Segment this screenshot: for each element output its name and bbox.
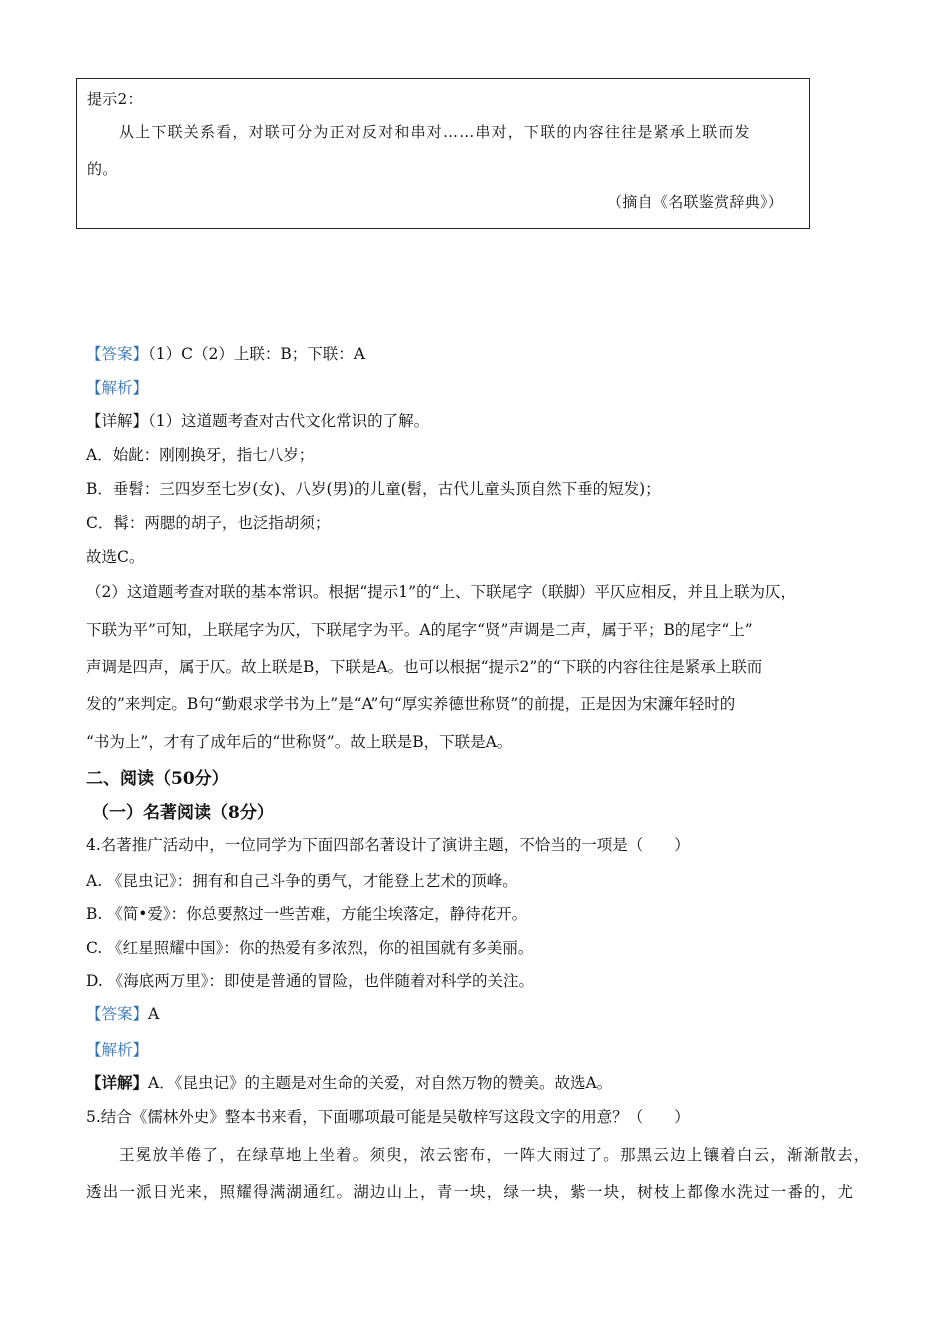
q3-p2-line-2: 下联为平”可知，上联尾字为仄，下联尾字为平。A的尾字“贤”声调是二声，属于平；B的尾字“上”: [86, 621, 753, 639]
q4-detail-line: [86, 1071, 612, 1093]
detail-label: 【详解】: [86, 412, 149, 430]
q3-p2-line-3: 声调是四声，属于仄。故上联是B，下联是A。也可以根据“提示2”的“下联的内容往往是紧承上联而: [86, 658, 763, 676]
q3-option-c: C．髯：两腮的胡子，也泛指胡须；: [86, 514, 331, 532]
analysis-tag: 【解析】: [86, 379, 149, 397]
hint-title: 提示2：: [87, 90, 143, 108]
q4-stem: 4.名著推广活动中，一位同学为下面四部名著设计了演讲主题，不恰当的一项是（ ）: [86, 836, 690, 854]
q4-option-d: D. 《海底两万里》：即使是普通的冒险，也伴随着对科学的关注。: [86, 972, 534, 990]
q3-answer-line: [86, 342, 365, 364]
detail-intro-line: [86, 409, 429, 431]
detail-intro: （1）这道题考查对古代文化常识的了解。: [148, 412, 430, 430]
section-heading: 二、阅读（50分）: [86, 769, 229, 789]
answer-text: A: [148, 1005, 160, 1023]
q4-option-c: C. 《红星照耀中国》：你的热爱有多浓烈，你的祖国就有多美丽。: [86, 939, 534, 957]
q3-choose: 故选C。: [86, 548, 145, 566]
q5-passage-line-2: 透出一派日光来，照耀得满湖通红。湖边山上，青一块，绿一块，紫一块，树枝上都像水洗过一番的，尤: [86, 1183, 855, 1201]
subsection-heading: （一）名著阅读（8分）: [92, 803, 274, 823]
q3-option-a: A．始龀：刚刚换牙，指七八岁；: [86, 446, 315, 464]
q3-option-b: B．垂髫：三四岁至七岁(女)、八岁(男)的儿童(髫，古代儿童头顶自然下垂的短发)；: [86, 480, 661, 498]
answer-text: （1）C（2）上联：B；下联：A: [148, 345, 365, 363]
q3-p2-line-5: “书为上”，才有了成年后的“世称贤”。故上联是B，下联是A。: [86, 733, 513, 751]
q3-p2-line-4: 发的”来判定。B句“勤艰求学书为上”是“A”句“厚实养德世称贤”的前提，正是因为宋濂年轻时的: [86, 695, 736, 713]
hint-source: （摘自《名联鉴赏辞典》）: [607, 193, 784, 211]
detail-label: 【详解】: [86, 1073, 149, 1092]
answer-tag: 【答案】: [86, 1005, 149, 1023]
q5-stem: 5.结合《儒林外史》整本书来看，下面哪项最可能是吴敬梓写这段文字的用意？（ ）: [86, 1108, 690, 1126]
q4-option-a: A. 《昆虫记》：拥有和自己斗争的勇气，才能登上艺术的顶峰。: [86, 872, 518, 890]
answer-tag: 【答案】: [86, 345, 149, 363]
q4-answer-line: [86, 1002, 159, 1024]
analysis-tag: 【解析】: [86, 1041, 149, 1059]
q4-option-b: B. 《简•爱》：你总要熬过一些苦难，方能尘埃落定，静待花开。: [86, 905, 528, 923]
detail-text: A．《昆虫记》的主题是对生命的关爱，对自然万物的赞美。故选A。: [148, 1074, 613, 1092]
hint-line-1: 从上下联关系看，对联可分为正对反对和串对……串对，下联的内容往往是紧承上联而发: [119, 123, 751, 141]
hint-line-2: 的。: [87, 160, 118, 178]
q5-passage-line-1: 王冕放羊倦了，在绿草地上坐着。须臾，浓云密布，一阵大雨过了。那黑云边上镶着白云，渐渐散去，: [119, 1146, 871, 1164]
q3-p2-line-1: （2）这道题考查对联的基本常识。根据“提示1”的“上、下联尾字（联脚）平仄应相反，并且上联为仄，: [86, 583, 796, 601]
